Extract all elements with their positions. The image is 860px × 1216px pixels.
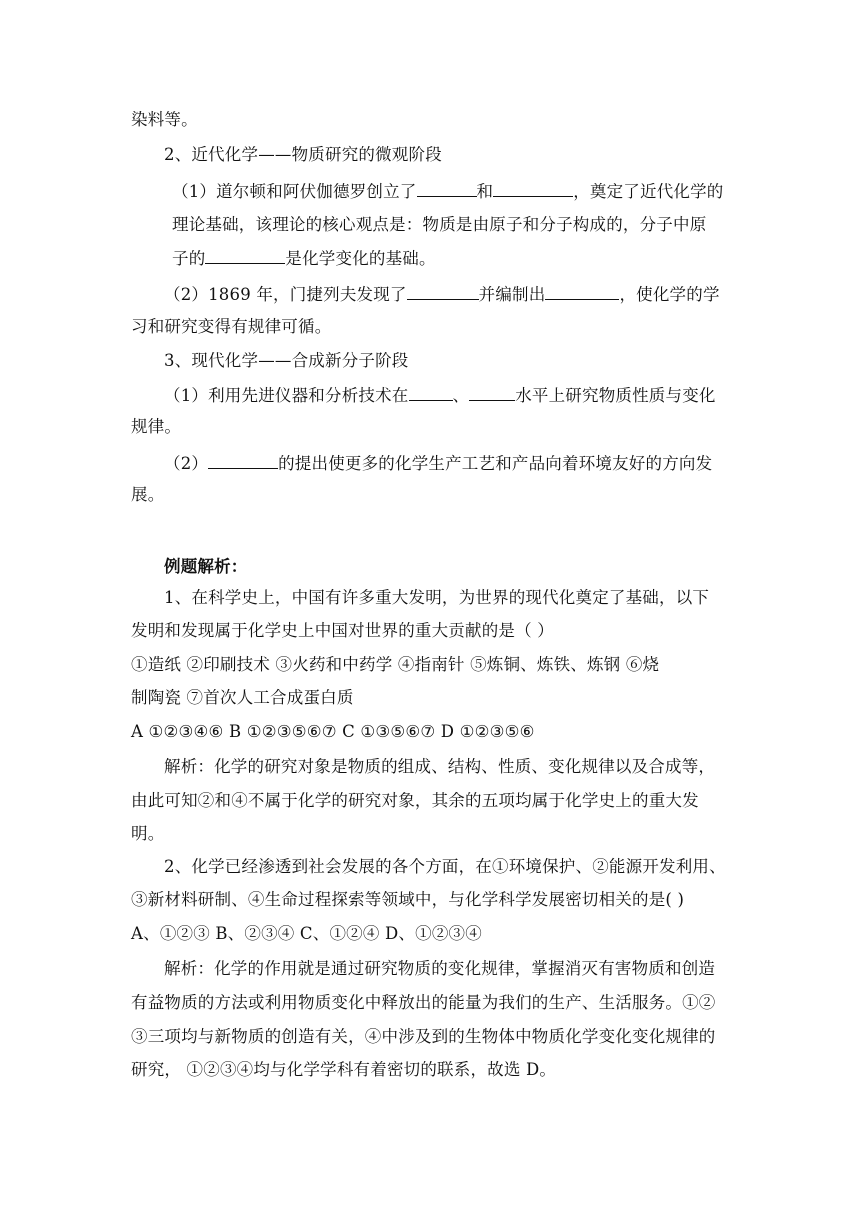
text-segment: ，奠定了近代化学的 (573, 182, 724, 201)
text-segment: （1）道尔顿和阿伏伽德罗创立了 (172, 182, 417, 201)
answer-choices: A、①②③ B、②③④ C、①②④ D、①②③④ (131, 924, 482, 943)
text-segment: 并编制出 (478, 285, 546, 304)
text-line: 展。 (131, 485, 165, 504)
fill-in-line (164, 282, 720, 306)
fill-in-line (172, 179, 724, 203)
analysis-text: 明。 (131, 824, 165, 843)
fill-in-line (164, 451, 712, 475)
section-heading: 3、现代化学——合成新分子阶段 (164, 351, 409, 370)
text-segment: 的提出使更多的化学生产工艺和产品向着环境友好的方向发 (278, 454, 713, 473)
analysis-text: 有益物质的方法或利用物质变化中释放出的能量为我们的生产、生活服务。①② (131, 993, 716, 1012)
text-segment: ，使化学的学 (619, 285, 720, 304)
analysis-text: 由此可知②和④不属于化学的研究对象，其余的五项均属于化学史上的重大发 (131, 791, 699, 810)
question-text: 2、化学已经渗透到社会发展的各个方面，在①环境保护、②能源开发利用、 (164, 857, 726, 876)
text-segment: （2） (164, 454, 209, 473)
option-list: 制陶瓷 ⑦首次人工合成蛋白质 (131, 688, 354, 707)
text-line: 规律。 (131, 417, 182, 436)
section-heading: 2、近代化学——物质研究的微观阶段 (164, 145, 442, 164)
answer-blank (409, 383, 453, 401)
answer-blank (205, 246, 285, 264)
question-text: 1、在科学史上，中国有许多重大发明，为世界的现代化奠定了基础，以下 (164, 588, 710, 607)
option-list: ①造纸 ②印刷技术 ③火药和中药学 ④指南针 ⑤炼铜、炼铁、炼钢 ⑥烧 (131, 655, 660, 674)
text-segment: 子的 (172, 249, 206, 268)
text-segment: （1）利用先进仪器和分析技术在 (164, 386, 409, 405)
question-text: 发明和发现属于化学史上中国对世界的重大贡献的是（ ） (131, 621, 554, 640)
text-line: 习和研究变得有规律可循。 (131, 317, 332, 336)
text-segment: 是化学变化的基础。 (285, 249, 436, 268)
answer-choices: A ①②③④⑥ B ①②③⑤⑥⑦ C ①③⑤⑥⑦ D ①②③⑤⑥ (131, 722, 535, 741)
question-text: ③新材料研制、④生命过程探索等领域中，与化学科学发展密切相关的是( ) (131, 890, 685, 909)
analysis-text: 解析：化学的作用就是通过研究物质的变化规律，掌握消灭有害物质和创造 (164, 959, 716, 978)
text-line: 染料等。 (131, 110, 198, 129)
answer-blank (545, 282, 619, 300)
analysis-text: 研究， ①②③④均与化学学科有着密切的联系，故选 D。 (131, 1060, 557, 1079)
text-segment: （2）1869 年，门捷列夫发现了 (164, 285, 407, 304)
example-heading: 例题解析： (164, 557, 248, 576)
fill-in-line (172, 246, 436, 270)
text-line: 理论基础，该理论的核心观点是：物质是由原子和分子构成的，分子中原 (172, 215, 707, 234)
answer-blank (417, 179, 477, 197)
analysis-text: 解析：化学的研究对象是物质的组成、结构、性质、变化规律以及合成等， (164, 757, 716, 776)
answer-blank (469, 383, 515, 401)
answer-blank (208, 451, 278, 469)
fill-in-line (164, 383, 716, 407)
answer-blank (493, 179, 573, 197)
text-segment: 和 (476, 182, 494, 201)
text-segment: 水平上研究物质性质与变化 (515, 386, 716, 405)
analysis-text: ③三项均与新物质的创造有关，④中涉及到的生物体中物质化学变化变化规律的 (131, 1027, 716, 1046)
text-segment: 、 (452, 386, 470, 405)
answer-blank (407, 282, 479, 300)
